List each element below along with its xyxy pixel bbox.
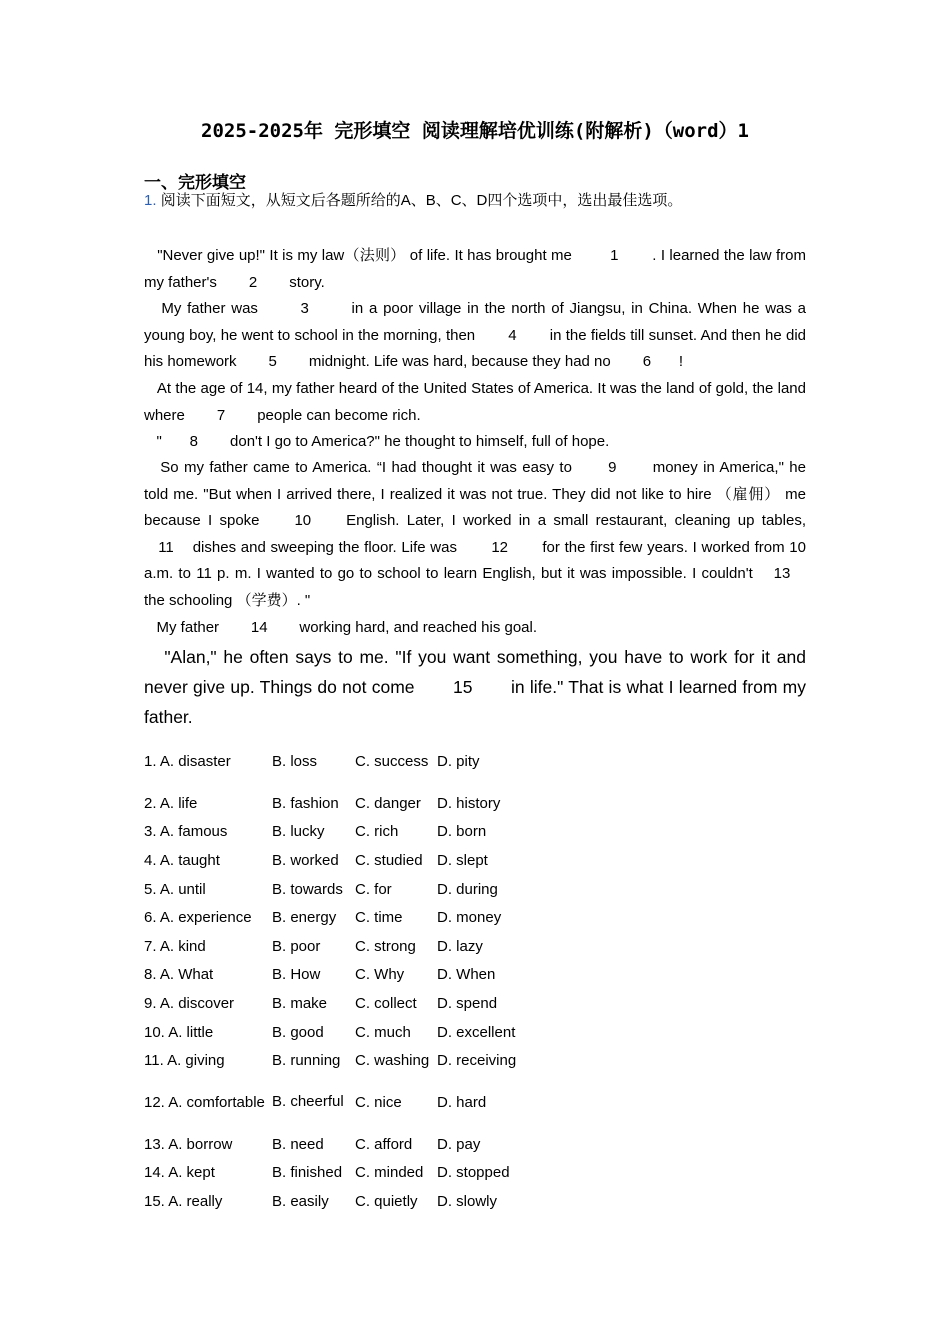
option-8-a[interactable]: 8. A. What (144, 966, 214, 984)
option-15-c[interactable]: C. quietly (355, 1192, 418, 1210)
blank-1: 1 (610, 247, 619, 264)
option-10-c[interactable]: C. much (355, 1023, 411, 1041)
blank-5: 5 (268, 353, 277, 371)
blank-3: 3 (300, 300, 309, 317)
passage-paragraph-7 (144, 642, 806, 732)
option-2-a[interactable]: 2. A. life (144, 794, 198, 812)
option-4-a[interactable]: 4. A. taught (144, 851, 220, 869)
option-7-b[interactable]: B. poor (272, 937, 321, 955)
option-5-c[interactable]: C. for (355, 880, 392, 898)
option-9-c[interactable]: C. collect (355, 994, 417, 1012)
option-row-8 (142, 961, 529, 990)
option-6-b[interactable]: B. energy (272, 909, 337, 927)
option-row-15 (142, 1187, 529, 1216)
option-2-b[interactable]: B. fashion (272, 794, 339, 812)
option-14-c[interactable]: C. minded (355, 1164, 424, 1182)
option-5-d[interactable]: D. during (437, 880, 498, 898)
option-3-d[interactable]: D. born (437, 823, 487, 841)
option-14-d[interactable]: D. stopped (437, 1164, 510, 1182)
option-5-a[interactable]: 5. A. until (144, 880, 206, 898)
option-10-a[interactable]: 10. A. little (144, 1023, 214, 1041)
blank-9: 9 (608, 459, 617, 476)
option-14-b[interactable]: B. finished (272, 1164, 343, 1182)
blank-6: 6 (642, 353, 652, 371)
option-9-d[interactable]: D. spend (437, 994, 498, 1012)
option-row-5 (142, 875, 529, 904)
option-15-b[interactable]: B. easily (272, 1192, 329, 1210)
option-row-13 (142, 1130, 529, 1159)
gloss: （法则） (344, 247, 406, 264)
option-row-4 (142, 846, 529, 875)
option-2-c[interactable]: C. danger (355, 794, 421, 812)
option-2-d[interactable]: D. history (437, 794, 501, 812)
blank-10: 10 (294, 512, 312, 530)
option-4-d[interactable]: D. slept (437, 851, 488, 869)
option-3-b[interactable]: B. lucky (272, 823, 325, 841)
blank-2: 2 (248, 273, 258, 291)
text-run: the schooling (144, 591, 237, 609)
option-12-b[interactable]: B. cheerful (272, 1093, 344, 1111)
text-run: in a poor village in the north of Jiangsu, in China. When he was a young boy, he went to school in the morning, then (144, 300, 806, 344)
option-9-b[interactable]: B. make (272, 994, 328, 1012)
passage-paragraph-4 (144, 429, 806, 456)
text-run: me because I spoke (144, 485, 806, 530)
text-run: midnight. Life was hard, because they had no (304, 353, 615, 371)
option-row-2 (142, 789, 529, 818)
option-7-d[interactable]: D. lazy (437, 937, 483, 955)
blank-14: 14 (250, 619, 268, 636)
option-8-d[interactable]: D. When (437, 966, 496, 984)
option-7-c[interactable]: C. strong (355, 937, 416, 955)
text-run: story. (285, 273, 325, 291)
option-10-d[interactable]: D. excellent (437, 1023, 516, 1041)
text-run: " (156, 433, 162, 450)
option-13-d[interactable]: D. pay (437, 1135, 481, 1153)
option-15-a[interactable]: 15. A. really (144, 1192, 223, 1210)
option-6-d[interactable]: D. money (437, 909, 502, 927)
text-run: dishes and sweeping the floor. Life was (188, 538, 462, 556)
option-1-c[interactable]: C. success (355, 752, 429, 770)
text-run: of life. It has brought me (405, 247, 577, 264)
passage-paragraph-2 (144, 296, 806, 376)
option-15-d[interactable]: D. slowly (437, 1192, 498, 1210)
text-run: money in America," he told me. "But when I arrived there, I realized it was not true. They did not like to hire (144, 459, 806, 503)
text-run: in life." That is what I learned from my father. (144, 677, 806, 727)
option-row-12 (142, 1075, 529, 1130)
option-1-a[interactable]: 1. A. disaster (144, 753, 231, 770)
text-run: My father was (161, 300, 264, 317)
blank-4: 4 (508, 326, 517, 344)
option-row-6 (142, 903, 529, 932)
text-run: don't I go to America?" he thought to himself, full of hope. (225, 433, 610, 450)
option-6-c[interactable]: C. time (355, 909, 403, 927)
text-run: "Alan," he often says to me. "If you want something, you have to work for it and never give up. Things do not come (144, 647, 806, 697)
text-run: At the age of 14, my father heard of the United States of America. It was the land of gold, the land where (144, 380, 806, 424)
blank-8: 8 (189, 433, 199, 450)
option-3-a[interactable]: 3. A. famous (144, 823, 228, 841)
option-9-a[interactable]: 9. A. discover (144, 994, 235, 1012)
gloss: （学费） (236, 591, 297, 609)
option-10-b[interactable]: B. good (272, 1023, 324, 1041)
passage-paragraph-1 (144, 243, 806, 296)
text-run: So my father came to America. “I had thought it was easy to (160, 459, 578, 476)
text-run: My father (156, 619, 224, 636)
question-instruction (144, 189, 682, 210)
option-row-3 (142, 818, 529, 847)
option-13-b[interactable]: B. need (272, 1135, 324, 1153)
option-11-a[interactable]: 11. A. giving (144, 1052, 225, 1070)
option-row-10 (142, 1018, 529, 1047)
text-run: in the fields till sunset. And then he did his homework (144, 326, 806, 371)
option-row-7 (142, 932, 529, 961)
blank-11: 11 (158, 538, 174, 556)
option-row-11 (142, 1046, 529, 1075)
option-13-c[interactable]: C. afford (355, 1135, 413, 1153)
option-14-a[interactable]: 14. A. kept (144, 1164, 215, 1182)
passage-paragraph-6 (144, 615, 806, 642)
option-4-c[interactable]: C. studied (355, 851, 423, 869)
option-11-d[interactable]: D. receiving (437, 1052, 517, 1070)
option-row-1 (142, 734, 529, 789)
option-12-a[interactable]: 12. A. comfortable (144, 1093, 265, 1111)
option-12-d[interactable]: D. hard (437, 1093, 487, 1111)
text-run: "Never give up!" It is my law (157, 247, 345, 264)
text-run: ! (678, 353, 684, 371)
option-6-a[interactable]: 6. A. experience (144, 909, 252, 927)
document-title: 2025-2025年 完形填空 阅读理解培优训练(附解析)（word）1 (201, 120, 749, 142)
question-number: 1. (144, 192, 157, 209)
blank-12: 12 (491, 538, 509, 556)
option-8-c[interactable]: C. Why (355, 966, 405, 984)
gloss: （雇佣） (716, 485, 781, 503)
option-1-b[interactable]: B. loss (272, 753, 318, 770)
option-12-c[interactable]: C. nice (355, 1093, 402, 1111)
instruction-text: 阅读下面短文，从短文后各题所给的A、B、C、D四个选项中，选出最佳选项。 (160, 192, 683, 209)
options-table (142, 734, 529, 1216)
option-5-b[interactable]: B. towards (272, 880, 343, 898)
option-13-a[interactable]: 13. A. borrow (144, 1135, 233, 1153)
option-4-b[interactable]: B. worked (272, 851, 339, 869)
passage-paragraph-3 (144, 376, 806, 429)
option-7-a[interactable]: 7. A. kind (144, 937, 206, 955)
option-1-d[interactable]: D. pity (437, 753, 480, 770)
text-run: working hard, and reached his goal. (295, 619, 538, 636)
text-run: people can become rich. (253, 406, 421, 424)
blank-13: 13 (773, 565, 791, 583)
option-row-14 (142, 1159, 529, 1188)
option-11-c[interactable]: C. washing (355, 1052, 430, 1070)
text-run: for the first few years. I worked from 10 a.m. to 11 p. m. I wanted to go to school to learn English, but it was impossible. I couldn't (144, 538, 806, 583)
text-run: . " (296, 591, 311, 609)
blank-7: 7 (216, 406, 226, 424)
text-run: English. Later, I worked in a small restaurant, cleaning up tables, (338, 512, 806, 530)
option-11-b[interactable]: B. running (272, 1052, 341, 1070)
option-row-9 (142, 989, 529, 1018)
passage-paragraph-5 (144, 455, 806, 615)
blank-15: 15 (453, 677, 473, 697)
option-8-b[interactable]: B. How (272, 966, 321, 984)
option-3-c[interactable]: C. rich (355, 823, 399, 841)
text-run: . I learned the law from my father's (144, 247, 806, 291)
section-heading: 一、完形填空 (144, 173, 246, 192)
